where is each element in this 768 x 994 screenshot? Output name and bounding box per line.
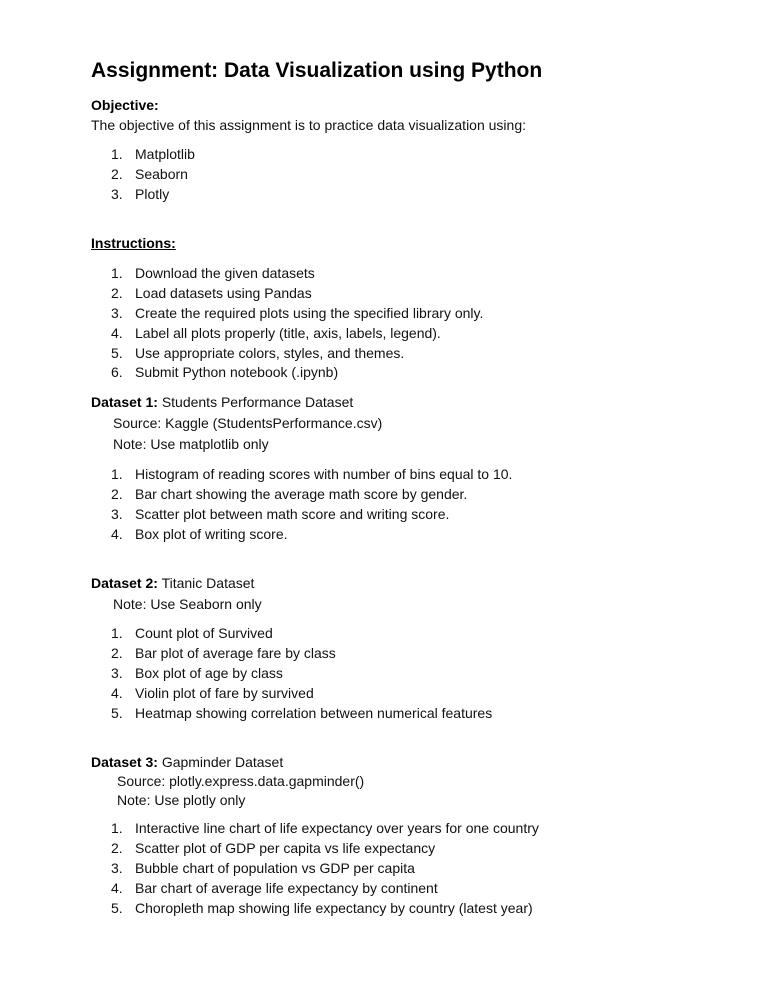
objective-text: The objective of this assignment is to practice data visualization using: xyxy=(91,117,527,133)
list-item: 4. Label all plots properly (title, axis, labels, legend). xyxy=(111,324,441,341)
list-item: 2. Bar chart showing the average math score by gender. xyxy=(111,485,468,502)
dataset3-label: Dataset 3: xyxy=(91,754,158,770)
dataset3-name: Gapminder Dataset xyxy=(161,754,284,770)
objective-heading: Objective: xyxy=(91,97,159,113)
dataset1-header xyxy=(91,393,353,411)
list-item: 1. Matplotlib xyxy=(111,146,195,162)
dataset3-header xyxy=(91,753,283,771)
list-item: 1. Interactive line chart of life expectancy over years for one country xyxy=(111,820,539,836)
dataset1-list xyxy=(111,465,512,545)
dataset2-list xyxy=(111,624,492,723)
list-item: 1. Download the given datasets xyxy=(111,265,315,281)
dataset1-name: Students Performance Dataset xyxy=(161,394,354,410)
list-item: 2. Seaborn xyxy=(111,165,188,182)
dataset3-source: Source: plotly.express.data.gapminder() xyxy=(117,773,365,789)
dataset3-list xyxy=(111,819,539,918)
list-item: 2. Load datasets using Pandas xyxy=(111,284,312,301)
dataset2-label: Dataset 2: xyxy=(91,575,158,591)
dataset1-label: Dataset 1: xyxy=(91,394,158,410)
dataset1-note: Note: Use matplotlib only xyxy=(113,436,269,452)
dataset2-header xyxy=(91,574,254,592)
instructions-heading: Instructions: xyxy=(91,235,176,251)
list-item: 1. Count plot of Survived xyxy=(111,625,273,641)
list-item: 4. Box plot of writing score. xyxy=(111,525,288,542)
dataset3-note: Note: Use plotly only xyxy=(117,792,246,808)
list-item: 3. Bubble chart of population vs GDP per capita xyxy=(111,859,415,876)
list-item: 5. Choropleth map showing life expectancy by country (latest year) xyxy=(111,899,533,916)
dataset2-note: Note: Use Seaborn only xyxy=(113,596,262,612)
list-item: 4. Bar chart of average life expectancy by continent xyxy=(111,879,438,896)
list-item: 3. Scatter plot between math score and writing score. xyxy=(111,505,450,522)
objective-list xyxy=(111,145,195,205)
dataset1-source: Source: Kaggle (StudentsPerformance.csv) xyxy=(113,415,383,431)
list-item: 3. Box plot of age by class xyxy=(111,664,283,681)
list-item: 2. Bar plot of average fare by class xyxy=(111,644,336,661)
document-title: Assignment: Data Visualization using Python xyxy=(91,59,543,82)
list-item: 5. Use appropriate colors, styles, and themes. xyxy=(111,344,405,361)
instructions-list xyxy=(111,264,483,383)
list-item: 5. Heatmap showing correlation between numerical features xyxy=(111,704,493,721)
dataset2-name: Titanic Dataset xyxy=(161,575,255,591)
list-item: 6. Submit Python notebook (.ipynb) xyxy=(111,364,339,381)
list-item: 1. Histogram of reading scores with number of bins equal to 10. xyxy=(111,466,513,482)
list-item: 4. Violin plot of fare by survived xyxy=(111,684,314,701)
list-item: 3. Create the required plots using the specified library only. xyxy=(111,304,484,321)
list-item: 2. Scatter plot of GDP per capita vs life expectancy xyxy=(111,839,436,856)
list-item: 3. Plotly xyxy=(111,185,170,202)
